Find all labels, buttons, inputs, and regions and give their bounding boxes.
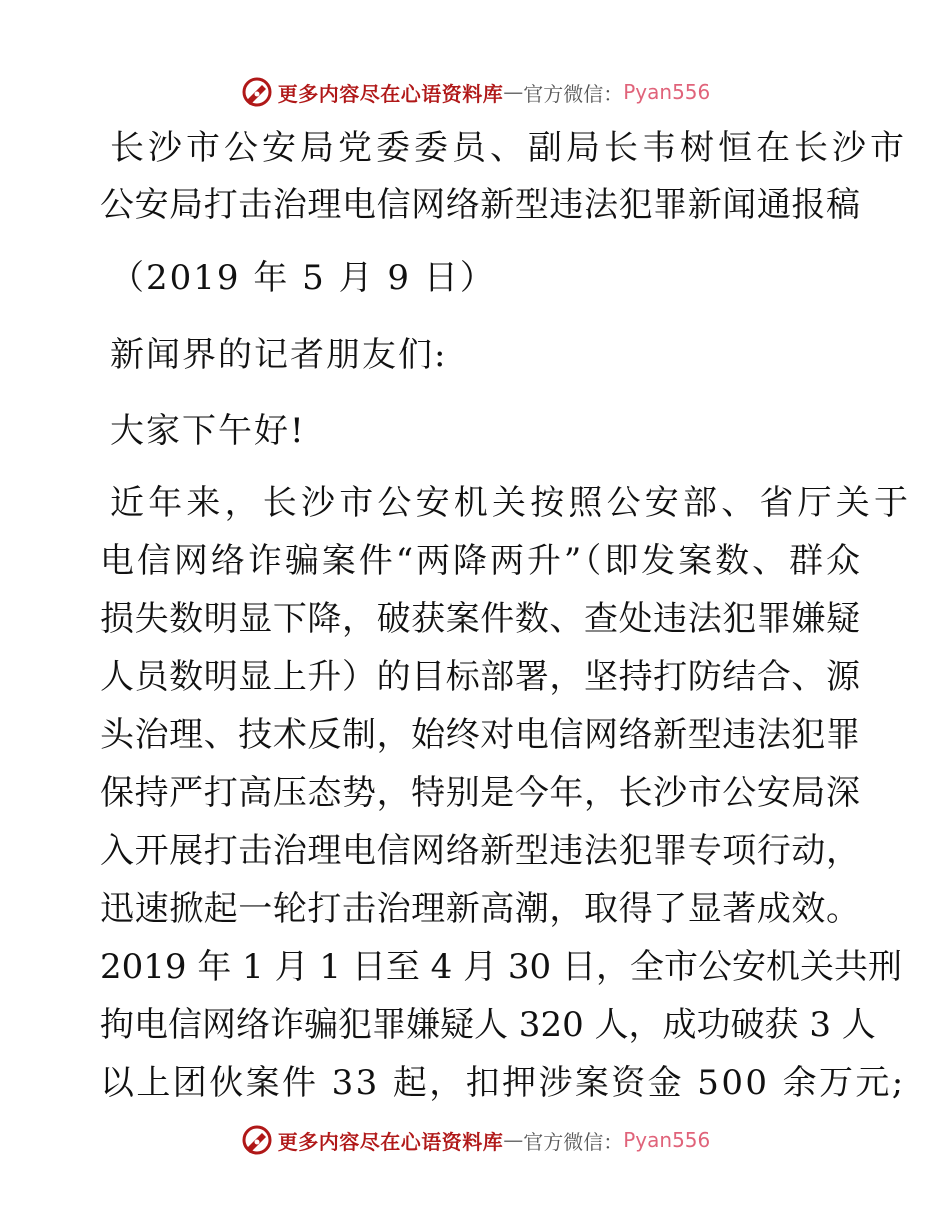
body-line: 电信网络诈骗案件“两降两升”（即发案数、群众 — [100, 541, 860, 581]
body-line: 人员数明显上升）的目标部署，坚持打防结合、源 — [100, 657, 860, 697]
body-line: 头治理、技术反制，始终对电信网络新型违法犯罪 — [100, 715, 860, 755]
body-line: 入开展打击治理电信网络新型违法犯罪专项行动， — [100, 831, 860, 871]
pen-nib-circle-logo-icon — [240, 1123, 274, 1157]
watermark-wechat-label: 官方微信： — [523, 1129, 624, 1154]
body-line: 保持严打高压态势，特别是今年，长沙市公安局深 — [100, 773, 860, 813]
pen-nib-circle-logo-icon — [240, 75, 274, 109]
watermark-wechat-id: Pyan556 — [623, 80, 711, 104]
watermark-wechat-label: 官方微信： — [523, 81, 624, 106]
watermark-dash: — — [503, 1128, 524, 1152]
body-line: 2019 年 1 月 1 日至 4 月 30 日，全市公安机关共刑 — [100, 947, 902, 987]
watermark-banner-top — [0, 72, 950, 112]
body-line: 近年来，长沙市公安机关按照公安部、省厅关于 — [110, 483, 913, 523]
watermark-site-text: 更多内容尽在心语资料库 — [277, 1129, 504, 1154]
salutation-line: 新闻界的记者朋友们: — [110, 335, 448, 375]
watermark-dash: — — [503, 80, 524, 104]
greeting-line: 大家下午好! — [110, 411, 306, 451]
title-line-1: 长沙市公安局党委委员、副局长韦树恒在长沙市 — [110, 128, 908, 168]
title-line-2: 公安局打击治理电信网络新型违法犯罪新闻通报稿 — [100, 185, 860, 225]
watermark-wechat-id: Pyan556 — [623, 1128, 711, 1152]
body-line: 迅速掀起一轮打击治理新高潮，取得了显著成效。 — [100, 889, 860, 929]
body-line: 损失数明显下降，破获案件数、查处违法犯罪嫌疑 — [100, 599, 860, 639]
watermark-banner-bottom — [0, 1120, 950, 1160]
watermark-site-text: 更多内容尽在心语资料库 — [277, 81, 504, 106]
body-line: 以上团伙案件 33 起，扣押涉案资金 500 余万元; — [100, 1063, 906, 1103]
body-line: 拘电信网络诈骗犯罪嫌疑人 320 人，成功破获 3 人 — [100, 1005, 876, 1045]
date-line: （2019 年 5 月 9 日） — [110, 258, 496, 298]
